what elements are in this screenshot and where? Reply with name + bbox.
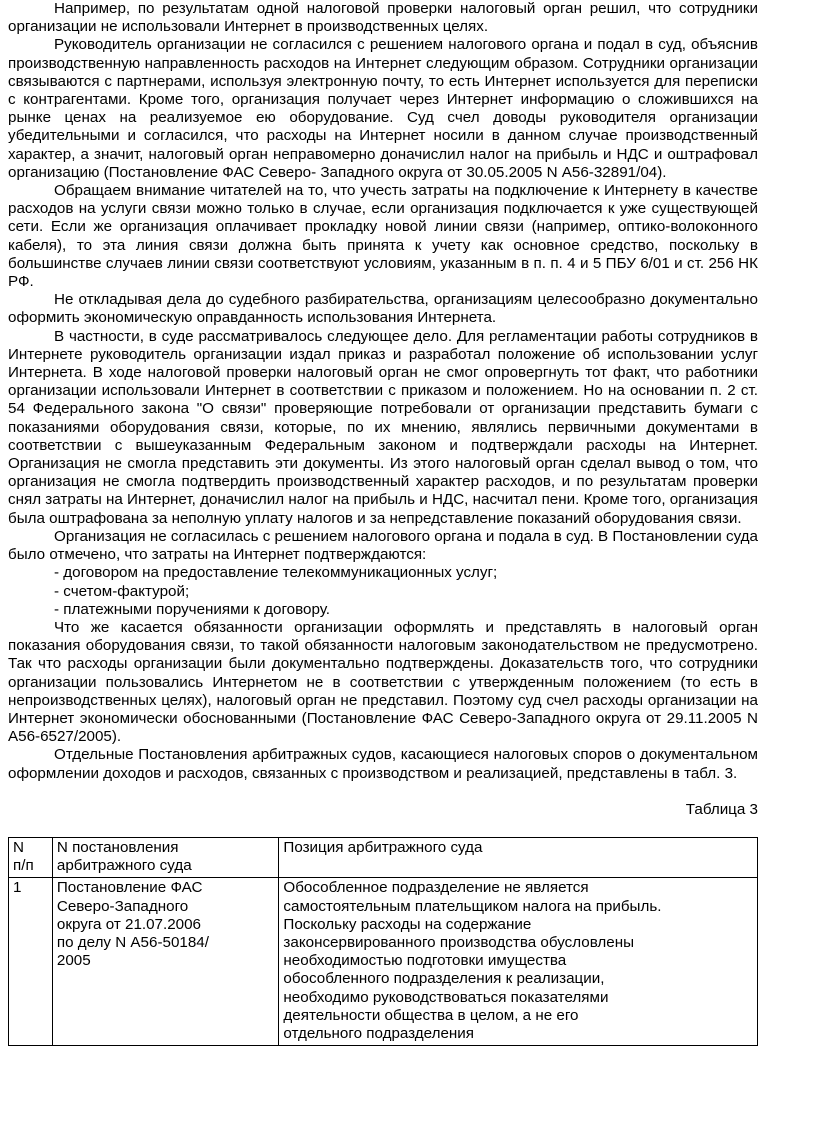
header-cell-position [279, 837, 758, 877]
cell-line: самостоятельным плательщиком налога на прибыль. [283, 897, 662, 915]
cell-line: деятельности общества в целом, а не его [283, 1006, 579, 1024]
cell-line: необходимостью подготовки имущества [283, 952, 567, 970]
paragraph: Организация не согласилась с решением налогового органа и подала в суд. В Постановлении суда было отмечено, что затраты на Интернет подтверждаются: [8, 527, 758, 564]
paragraph: Руководитель организации не согласился с решением налогового органа и подал в суд, объяснив производственную направленность расходов на Интернет следующим образом. Сотрудники организации связываются с партнерами, используя электронную почту, то есть Интернет используется для переписки с контрагентами. Кроме того, организация получает через Интернет информацию о сложившихся на рынке ценах на реализуемое ею оборудование. Суд счел доводы руководителя организации убедительными и согласился, что расходы на Интернет носили в данном случае производственный характер, а значит, налоговый орган неправомерно доначислил налог на прибыль и НДС и оштрафовал организацию (Постановление ФАС Северо- Западного округа от 30.05.2005 N А56-32891/04). [8, 36, 758, 181]
decisions-table [8, 837, 758, 1046]
paragraph: Отдельные Постановления арбитражных судов, касающиеся налоговых споров о документальном оформлении доходов и расходов, связанных с производством и реализацией, представлены в табл. 3. [8, 746, 758, 782]
list-item: - договором на предоставление телекоммуникационных услуг; [54, 564, 498, 582]
cell-line: отдельного подразделения [283, 1024, 475, 1042]
table-row [9, 878, 758, 1046]
cell-line: Поскольку расходы на содержание [283, 915, 532, 933]
cell-line: Обособленное подразделение не является [283, 879, 589, 897]
cell-line: законсервированного производства обусловлены [283, 933, 635, 951]
cell-position [279, 878, 758, 1046]
paragraph: Что же касается обязанности организации оформлять и представлять в налоговый орган показания оборудования связи, то такой обязанности налоговым законодательством не предусмотрено. Так что расходы организации были документально подтверждены. Доказательств того, что сотрудники организации пользовались Интернетом не в соответствии с утвержденным положением (то есть в непроизводственных целях), налоговый орган не представил. Поэтому суд счел расходы организации на Интернет экономически обоснованными (Постановление ФАС Северо-Западного округа от 29.11.2005 N А56-6527/2005). [8, 618, 758, 746]
paragraph: Обращаем внимание читателей на то, что учесть затраты на подключение к Интернету в качестве расходов на услуги связи можно только в случае, если организация подключается к уже существующей сети. Если же организация оплачивает прокладку новой линии связи (например, оптико-волоконного кабеля), то эта линия связи должна быть принята к учету как основное средство, поскольку в большинстве случаев линии связи соответствуют условиям, указанным в п. п. 4 и 5 ПБУ 6/01 и ст. 256 НК РФ. [8, 182, 758, 291]
paragraph: В частности, в суде рассматривалось следующее дело. Для регламентации работы сотрудников в Интернете руководитель организации издал приказ и разработал положение об использовании услуг Интернета. В ходе налоговой проверки налоговый орган не смог опровергнуть тот факт, что работники организации использовали Интернет в соответствии с приказом и положением. Но на основании п. 2 ст. 54 Федерального закона "О связи" проверяющие потребовали от организации представить бумаги с показаниями оборудования связи, которые, по их мнению, являлись первичными документами в соответствии с вышеуказанным Федеральным законом и подтверждали расходы на Интернет. Организация не смогла представить эти документы. Из этого налоговый орган сделал вывод о том, что организация не смогла подтвердить производственный характер расходов, и по результатам проверки снял затраты на Интернет, доначислил налог на прибыль и НДС, насчитал пени. Кроме того, организация была оштрафована за неполную уплату налогов и за непредставление показаний оборудования связи. [8, 327, 758, 527]
header-cell-decree [52, 837, 279, 877]
cell-line: Позиция арбитражного суда [283, 838, 483, 856]
list-item: - счетом-фактурой; [54, 582, 190, 600]
table-caption: Таблица 3 [685, 800, 758, 818]
cell-number [9, 878, 53, 1046]
document-page [8, 0, 758, 1046]
body-text [8, 0, 758, 783]
cell-line: обособленного подразделения к реализации, [283, 970, 605, 988]
cell-line: Постановление ФАС [56, 879, 203, 897]
cell-line: п/п [13, 857, 34, 875]
cell-line: Северо-Западного [56, 897, 189, 915]
paragraph: Например, по результатам одной налоговой проверки налоговый орган решил, что сотрудники организации не использовали Интернет в производственных целях. [8, 0, 758, 36]
cell-line: 1 [13, 879, 22, 897]
list-item: - платежными поручениями к договору. [54, 600, 331, 618]
cell-line: N [13, 838, 24, 856]
cell-line: арбитражного суда [56, 857, 192, 875]
paragraph: Не откладывая дела до судебного разбирательства, организациям целесообразно документально оформить экономическую оправданность использования Интернета. [8, 291, 758, 327]
cell-decree [52, 878, 279, 1046]
cell-line: необходимо руководствоваться показателями [283, 988, 609, 1006]
cell-line: округа от 21.07.2006 [56, 915, 202, 933]
header-cell-number [9, 837, 53, 877]
table-header-row [9, 837, 758, 877]
cell-line: 2005 [56, 952, 91, 970]
cell-line: по делу N А56-50184/ [56, 933, 209, 951]
cell-line: N постановления [56, 838, 179, 856]
